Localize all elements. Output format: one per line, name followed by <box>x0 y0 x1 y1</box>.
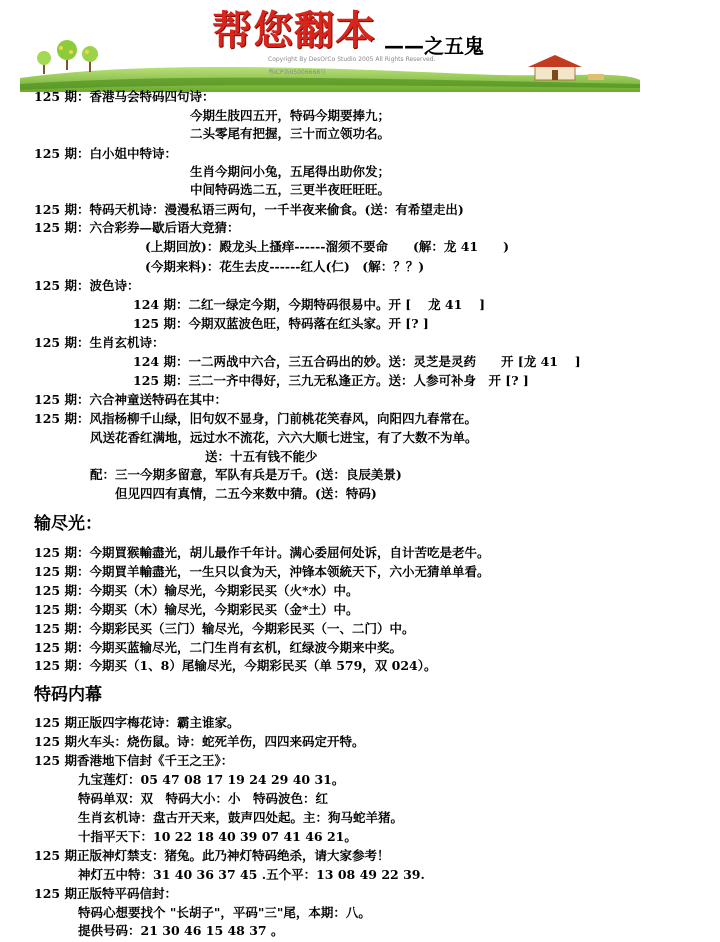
text-line: 125 期：白小姐中特诗： <box>34 146 177 161</box>
text-line: 125 期：生肖玄机诗： <box>34 335 165 350</box>
text-line: 125 期：今期買猴輸盡光，胡儿最作千年计。满心委屈何处诉，自计苦吃是老牛。 <box>34 545 490 560</box>
banner-subtitle: ——之五鬼 <box>384 34 484 58</box>
text-line: 十指平天下：10 22 18 40 39 07 41 46 21。 <box>78 829 357 844</box>
text-line: 二头零尾有把握，三十而立领功名。 <box>190 126 391 141</box>
text-line: 125 期：香港马会特码四句诗： <box>34 89 215 104</box>
text-line: 125 期正版神灯禁支：猪兔。此乃神灯特码绝杀，请大家参考！ <box>34 848 390 863</box>
text-line: (今期来料)：花生去皮------红人(仁) (解：？？) <box>145 259 425 274</box>
text-line: 125 期正版四字梅花诗：霸主谁家。 <box>34 715 240 730</box>
text-line: 今期生肢四五开，特码今期要捧九； <box>190 108 391 123</box>
text-line: 125 期火车头：烧伤鼠。诗：蛇死羊伤，四四来码定开特。 <box>34 734 365 749</box>
text-line: 125 期：风指杨柳千山绿，旧句奴不显身，门前桃花笑春风，向阳四九春常在。 <box>34 411 477 426</box>
text-line: 中间特码选二五，三更半夜旺旺旺。 <box>190 182 391 197</box>
text-line: 125 期：六合神童送特码在其中： <box>34 392 227 407</box>
text-line: 125 期：今期买（木）输尽光，今期彩民买（金*土）中。 <box>34 602 359 617</box>
text-line: 125 期香港地下信封《千王之王》： <box>34 753 234 768</box>
text-line: (上期回放)：殿龙头上搔痒------溜须不要命 (解：龙 41 ) <box>145 239 510 254</box>
text-line: 特码单双：双 特码大小：小 特码波色：红 <box>78 791 329 806</box>
text-line: 125 期：三二一齐中得好，三九无私逢正方。送：人参可补身 开 [? ] <box>133 373 529 388</box>
text-line: 风送花香红满地，远过水不流花，六六大顺七进宝，有了大数不为单。 <box>90 430 478 445</box>
text-line: 124 期：二红一绿定今期，今期特码很易中。开 [ 龙 41 ] <box>133 297 486 312</box>
text-line: 125 期：今期買羊輸盡光，一生只以食为天，沖锋本领統天下，六小无猜单单看。 <box>34 564 490 579</box>
text-line: 提供号码：21 30 46 15 48 37 。 <box>78 923 284 938</box>
text-line: 125 期：今期双蓝波色旺，特码落在红头家。开 [? ] <box>133 316 429 331</box>
icp-text: 粤ICP备05006668号 <box>268 69 327 76</box>
text-line: 125 期：今期买（1、8）尾输尽光，今期彩民买（单 579，双 024）。 <box>34 658 437 673</box>
text-line: 125 期：今期彩民买（三门）输尽光，今期彩民买（一、二门）中。 <box>34 621 415 636</box>
section-heading: 特码内幕 <box>34 685 102 705</box>
text-line: 125 期正版特平码信封： <box>34 886 177 901</box>
text-line: 125 期：波色诗： <box>34 278 140 293</box>
text-line: 神灯五中特：31 40 36 37 45 .五个平：13 08 49 22 39. <box>78 867 425 882</box>
text-line: 124 期：一二两战中六合，三五合码出的妙。送：灵芝是灵药 开 [龙 41 ] <box>133 354 581 369</box>
text-line: 送：十五有钱不能少 <box>205 449 318 464</box>
text-line: 125 期：特码天机诗：漫漫私语三两句，一千半夜来偷食。(送：有希望走出) <box>34 202 464 217</box>
copyright-text: Copyright By DesOrCo Studio 2005 All Rights Reserved. <box>268 56 436 63</box>
text-line: 九宝莲灯：05 47 08 17 19 24 29 40 31。 <box>78 772 345 787</box>
text-line: 配：三一今期多留意，军队有兵是万千。(送：良辰美景) <box>90 467 402 482</box>
tree-icons <box>37 40 98 74</box>
banner-title: 帮您翻本 <box>212 7 376 54</box>
text-line: 125 期：六合彩券—歇后语大竞猜： <box>34 220 240 235</box>
text-line: 生肖今期问小兔，五尾得出助你发； <box>190 164 391 179</box>
section-heading: 输尽光： <box>34 514 102 534</box>
house-icon <box>528 55 604 80</box>
header-banner <box>0 0 720 92</box>
text-line: 125 期：今期买（木）输尽光，今期彩民买（火*水）中。 <box>34 583 359 598</box>
text-line: 特码心想要找个 "长胡子"，平码"三"尾，本期：八。 <box>78 905 371 920</box>
text-line: 生肖玄机诗：盘古开天来，鼓声四处起。主：狗马蛇羊猪。 <box>78 810 404 825</box>
text-line: 125 期：今期买蓝输尽光，二门生肖有玄机，红绿波今期来中奖。 <box>34 640 402 655</box>
text-line: 但见四四有真情，二五今来数中猜。(送：特码) <box>115 486 377 501</box>
